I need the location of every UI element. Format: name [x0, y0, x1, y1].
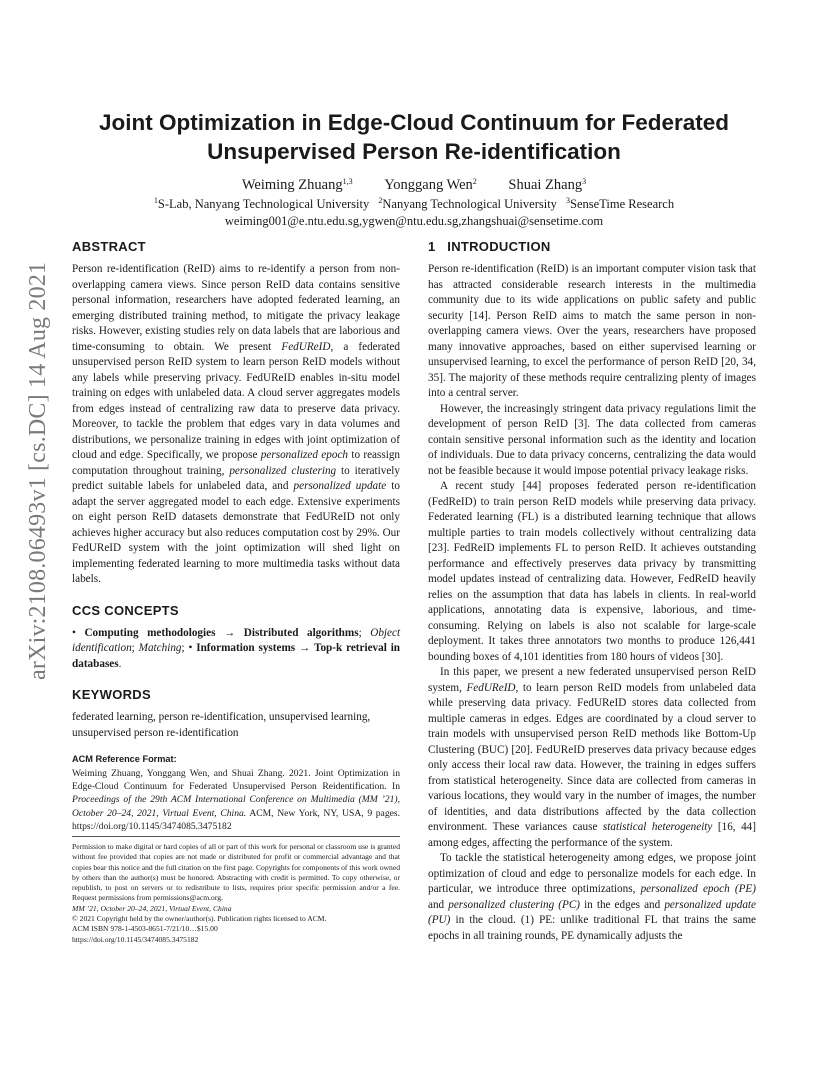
- conference-venue: [72, 904, 400, 914]
- permission-block: [72, 842, 400, 945]
- acm-reference-part: ACM, New York, NY, USA, 9 pages. https://doi.org/10.1145/3474085.3475182: [72, 807, 401, 832]
- intro-emphasis: personalized clustering (PC): [448, 898, 581, 911]
- abstract-text-part: to adapt the server aggregated model to each edge. Extensive experiments on eight person ReID datasets demonstrate that FedUReID not only achieves higher accuracy but also reduces computation cost by 29%. Our FedUReID system with the joint optimization will shed light on implementing federated learning to more multimedia tasks without data labels.: [72, 480, 401, 585]
- ccs-term: Computing methodologies: [84, 626, 216, 639]
- intro-emphasis: personalized epoch (PE): [640, 883, 756, 895]
- intro-text-part: [16, 44] among edges, affecting the performance of the system.: [428, 821, 757, 849]
- footnote-divider: [72, 836, 400, 837]
- paper-title: [72, 108, 756, 166]
- ccs-term: Distributed algorithms: [243, 626, 359, 639]
- affiliation: [378, 197, 557, 211]
- ccs-separator: ;: [181, 642, 185, 654]
- abstract-text-part: to reassign computation throughout training,: [72, 449, 401, 477]
- author-name: Yonggang Wen: [384, 177, 473, 193]
- affiliation: [154, 197, 369, 211]
- abstract-emphasis: personalized update: [293, 480, 387, 492]
- ccs-term: Top-k retrieval in databases: [72, 642, 401, 670]
- copyright-notice: © 2021 Copyright held by the owner/author(s). Publication rights licensed to ACM.: [72, 914, 327, 924]
- intro-paragraph-5: [428, 851, 756, 944]
- intro-text-part: , to learn person ReID models from unlabeled data while preserving data privacy. FedUReID stores data collected from multiple cameras in edges. Edges are coordinated by a cloud server to train models with unsupervised person ReID methods like Bottom-Up Clustering (BUC) [20]. FedUReID preserves data privacy because edges only access their local raw data. However, the training in edges suffers from statistical heterogeneity. Since data are collected from cameras in various locations, they would vary in the number of images, the number of identities, and data distributions affected by the data collection environment. These variances cause: [428, 681, 757, 833]
- intro-emphasis: FedUReID: [466, 681, 516, 694]
- paper-title-line-1: Joint Optimization in Edge-Cloud Continuum for Federated: [99, 110, 729, 135]
- intro-text-part: in the edges and: [580, 898, 665, 911]
- author-affiliation-mark: 1,3: [342, 177, 353, 186]
- intro-text-part: in the cloud. (1) PE: unlike traditional FL that trains the same epochs in all training rounds, PE dynamically adjusts the: [428, 914, 756, 942]
- abstract-text: [72, 262, 400, 588]
- left-column: [72, 238, 400, 833]
- ccs-bullet: •: [72, 626, 76, 639]
- acm-reference-part: Weiming Zhuang, Yonggang Wen, and Shuai Zhang. 2021. Joint Optimization in Edge-Cloud Continuum for Federated Unsupervised Person Reidentification. In: [72, 768, 400, 793]
- intro-paragraph-1: Person re-identification (ReID) is an important computer vision task that has attracted considerable research interests in the multimedia community due to its wide applications on public safety and public security [14]. Person ReID aims to match the same person in non-overlapping camera views. Over the years, researchers have proposed many innovative approaches, based on either supervised learning or unsupervised learning, to excel the performance of person ReID [20, 34, 35]. The majority of these methods require centralizing plenty of images into a central server.: [428, 263, 756, 399]
- section-title: INTRODUCTION: [447, 239, 551, 254]
- ccs-term: Information systems: [196, 642, 296, 654]
- abstract-text-part: to iteratively predict suitable labels for unlabeled data, and: [72, 464, 400, 492]
- ccs-separator: ;: [131, 642, 139, 654]
- author-name: Weiming Zhuang: [241, 177, 343, 193]
- intro-paragraph-4: [428, 665, 756, 851]
- section-number: 1: [428, 239, 436, 254]
- abstract-heading: ABSTRACT: [72, 239, 146, 254]
- arrow-icon: →: [224, 626, 236, 639]
- introduction-heading: [428, 238, 756, 256]
- abstract-text-part: Person re-identification (ReID) aims to re-identify a person from non-overlapping camera views. Since person ReID data contains sensitive personal information, researchers have adopted federated learning, an emerging distributed training method, to mitigate the privacy leakage risks. However, existing studies rely on data labels that are laborious and time-consuming to obtain. We present: [72, 263, 400, 353]
- author: [242, 177, 353, 193]
- paper-title-line-2: Unsupervised Person Re-identification: [207, 139, 621, 164]
- abstract-emphasis: personalized epoch: [260, 449, 349, 461]
- ccs-term: Matching: [138, 642, 182, 654]
- affiliation-name: S-Lab, Nanyang Technological University: [157, 197, 370, 211]
- affiliation-mark: 3: [566, 196, 571, 205]
- permission-notice: Permission to make digital or hard copies of all or part of this work for personal or classroom use is granted without fee provided that copies are not made or distributed for profit or commercial advantage and that copies bear this notice and the full citation on the first page. Copyrights for components of this work owned by others than the author(s) must be honored. Abstracting with credit is permitted. To copy otherwise, or republish, to post on servers or to redistribute to lists, requires prior specific permission and/or a fee. Request permissions from permissions@acm.org.: [72, 842, 400, 903]
- intro-text-part: In this paper, we present a new federated unsupervised person ReID system,: [428, 666, 756, 694]
- doi-link[interactable]: https://doi.org/10.1145/3474085.3475182: [72, 934, 199, 944]
- intro-emphasis: personalized update (PU): [428, 898, 756, 926]
- affiliation: [566, 197, 674, 211]
- affiliation-name: SenseTime Research: [570, 197, 675, 211]
- acm-reference-text: [72, 767, 400, 833]
- author-affiliation-mark: 2: [472, 177, 477, 186]
- acm-reference-venue: Proceedings of the 29th ACM International Conference on Multimedia (MM ’21), October 20–24, 2021, Virtual Event, China.: [72, 794, 400, 819]
- intro-text-part: and: [428, 898, 449, 911]
- right-column: [428, 238, 756, 944]
- author: [508, 177, 586, 193]
- abstract-text-part: , a federated unsupervised person ReID system to learn person ReID models without any labels while preserving privacy. FedUReID enables in-situ model training on edges with unlabeled data. A cloud server aggregates models from edges instead of centralizing raw data to preserve data privacy. Moreover, to tackle the problem that edges vary in data volumes and distributions, we personalize training in edges with joint optimization of cloud and edge. Specifically, we propose: [72, 340, 400, 461]
- arxiv-identifier: arXiv:2108.06493v1 [cs.DC] 14 Aug 2021: [25, 261, 51, 680]
- ccs-bullet: •: [184, 642, 197, 654]
- ccs-concepts-heading: CCS CONCEPTS: [72, 602, 179, 618]
- intro-paragraph-3: A recent study [44] proposes federated person re-identification (FedReID) to train person ReID models while preserving data privacy. Federated learning (FL) is a distributed learning technique that allows multiple parties to train models collectively without centralizing data [23]. FedReID implements FL to person ReID. It achieves outstanding performance and effectively preserves data privacy by transmitting model updates instead of centralizing data. However, FedReID heavily relies on the assumption that data has labels in clients. In real-world applications, annotating data is expensive, laborious, and time-consuming. Relying on labels is also not scalable for large-scale deployment. It takes three annotators two months to produce 126,441 bounding boxes of 4,101 identities from 180 hours of videos [30].: [428, 480, 756, 663]
- ccs-term: Object identification: [72, 626, 401, 654]
- author-affiliation-mark: 3: [582, 177, 587, 186]
- abstract-emphasis: personalized clustering: [229, 464, 337, 477]
- ccs-separator: ;: [358, 626, 371, 639]
- affiliation-name: Nanyang Technological University: [382, 197, 557, 211]
- author-name: Shuai Zhang: [508, 177, 583, 193]
- arrow-icon: →: [299, 642, 311, 654]
- author-list: [72, 176, 756, 194]
- intro-emphasis: statistical heterogeneity: [602, 821, 713, 833]
- author-emails: weiming001@e.ntu.edu.sg,ygwen@ntu.edu.sg,zhangshuai@sensetime.com: [224, 214, 604, 228]
- affiliation-mark: 1: [153, 196, 158, 205]
- affiliation-mark: 2: [378, 196, 383, 205]
- acm-reference-heading: ACM Reference Format:: [72, 754, 177, 764]
- keywords-text: federated learning, person re-identification, unsupervised learning, unsupervised person re-identification: [72, 711, 371, 739]
- ccs-concepts-text: [72, 626, 400, 673]
- keywords-heading: KEYWORDS: [72, 687, 151, 702]
- author: [384, 177, 477, 193]
- ccs-separator: .: [118, 657, 122, 670]
- abstract-emphasis: FedUReID: [281, 340, 331, 353]
- intro-text-part: To tackle the statistical heterogeneity among edges, we propose joint optimization of cloud and edge to personalize models for each edge. In particular, we introduce three optimizations,: [428, 852, 756, 895]
- affiliation-list: [72, 196, 756, 212]
- isbn: ACM ISBN 978-1-4503-8651-7/21/10…$15.00: [72, 924, 218, 934]
- conference-venue-text: MM ’21, October 20–24, 2021, Virtual Event, China: [72, 903, 232, 913]
- intro-paragraph-2: However, the increasingly stringent data privacy regulations limit the development of person ReID [3]. The data collected from cameras contain sensitive personal information such as the identity and location of individuals. Due to data privacy concerns, centralizing the data would not be feasible because it would impose potential privacy leakage risks.: [428, 402, 756, 477]
